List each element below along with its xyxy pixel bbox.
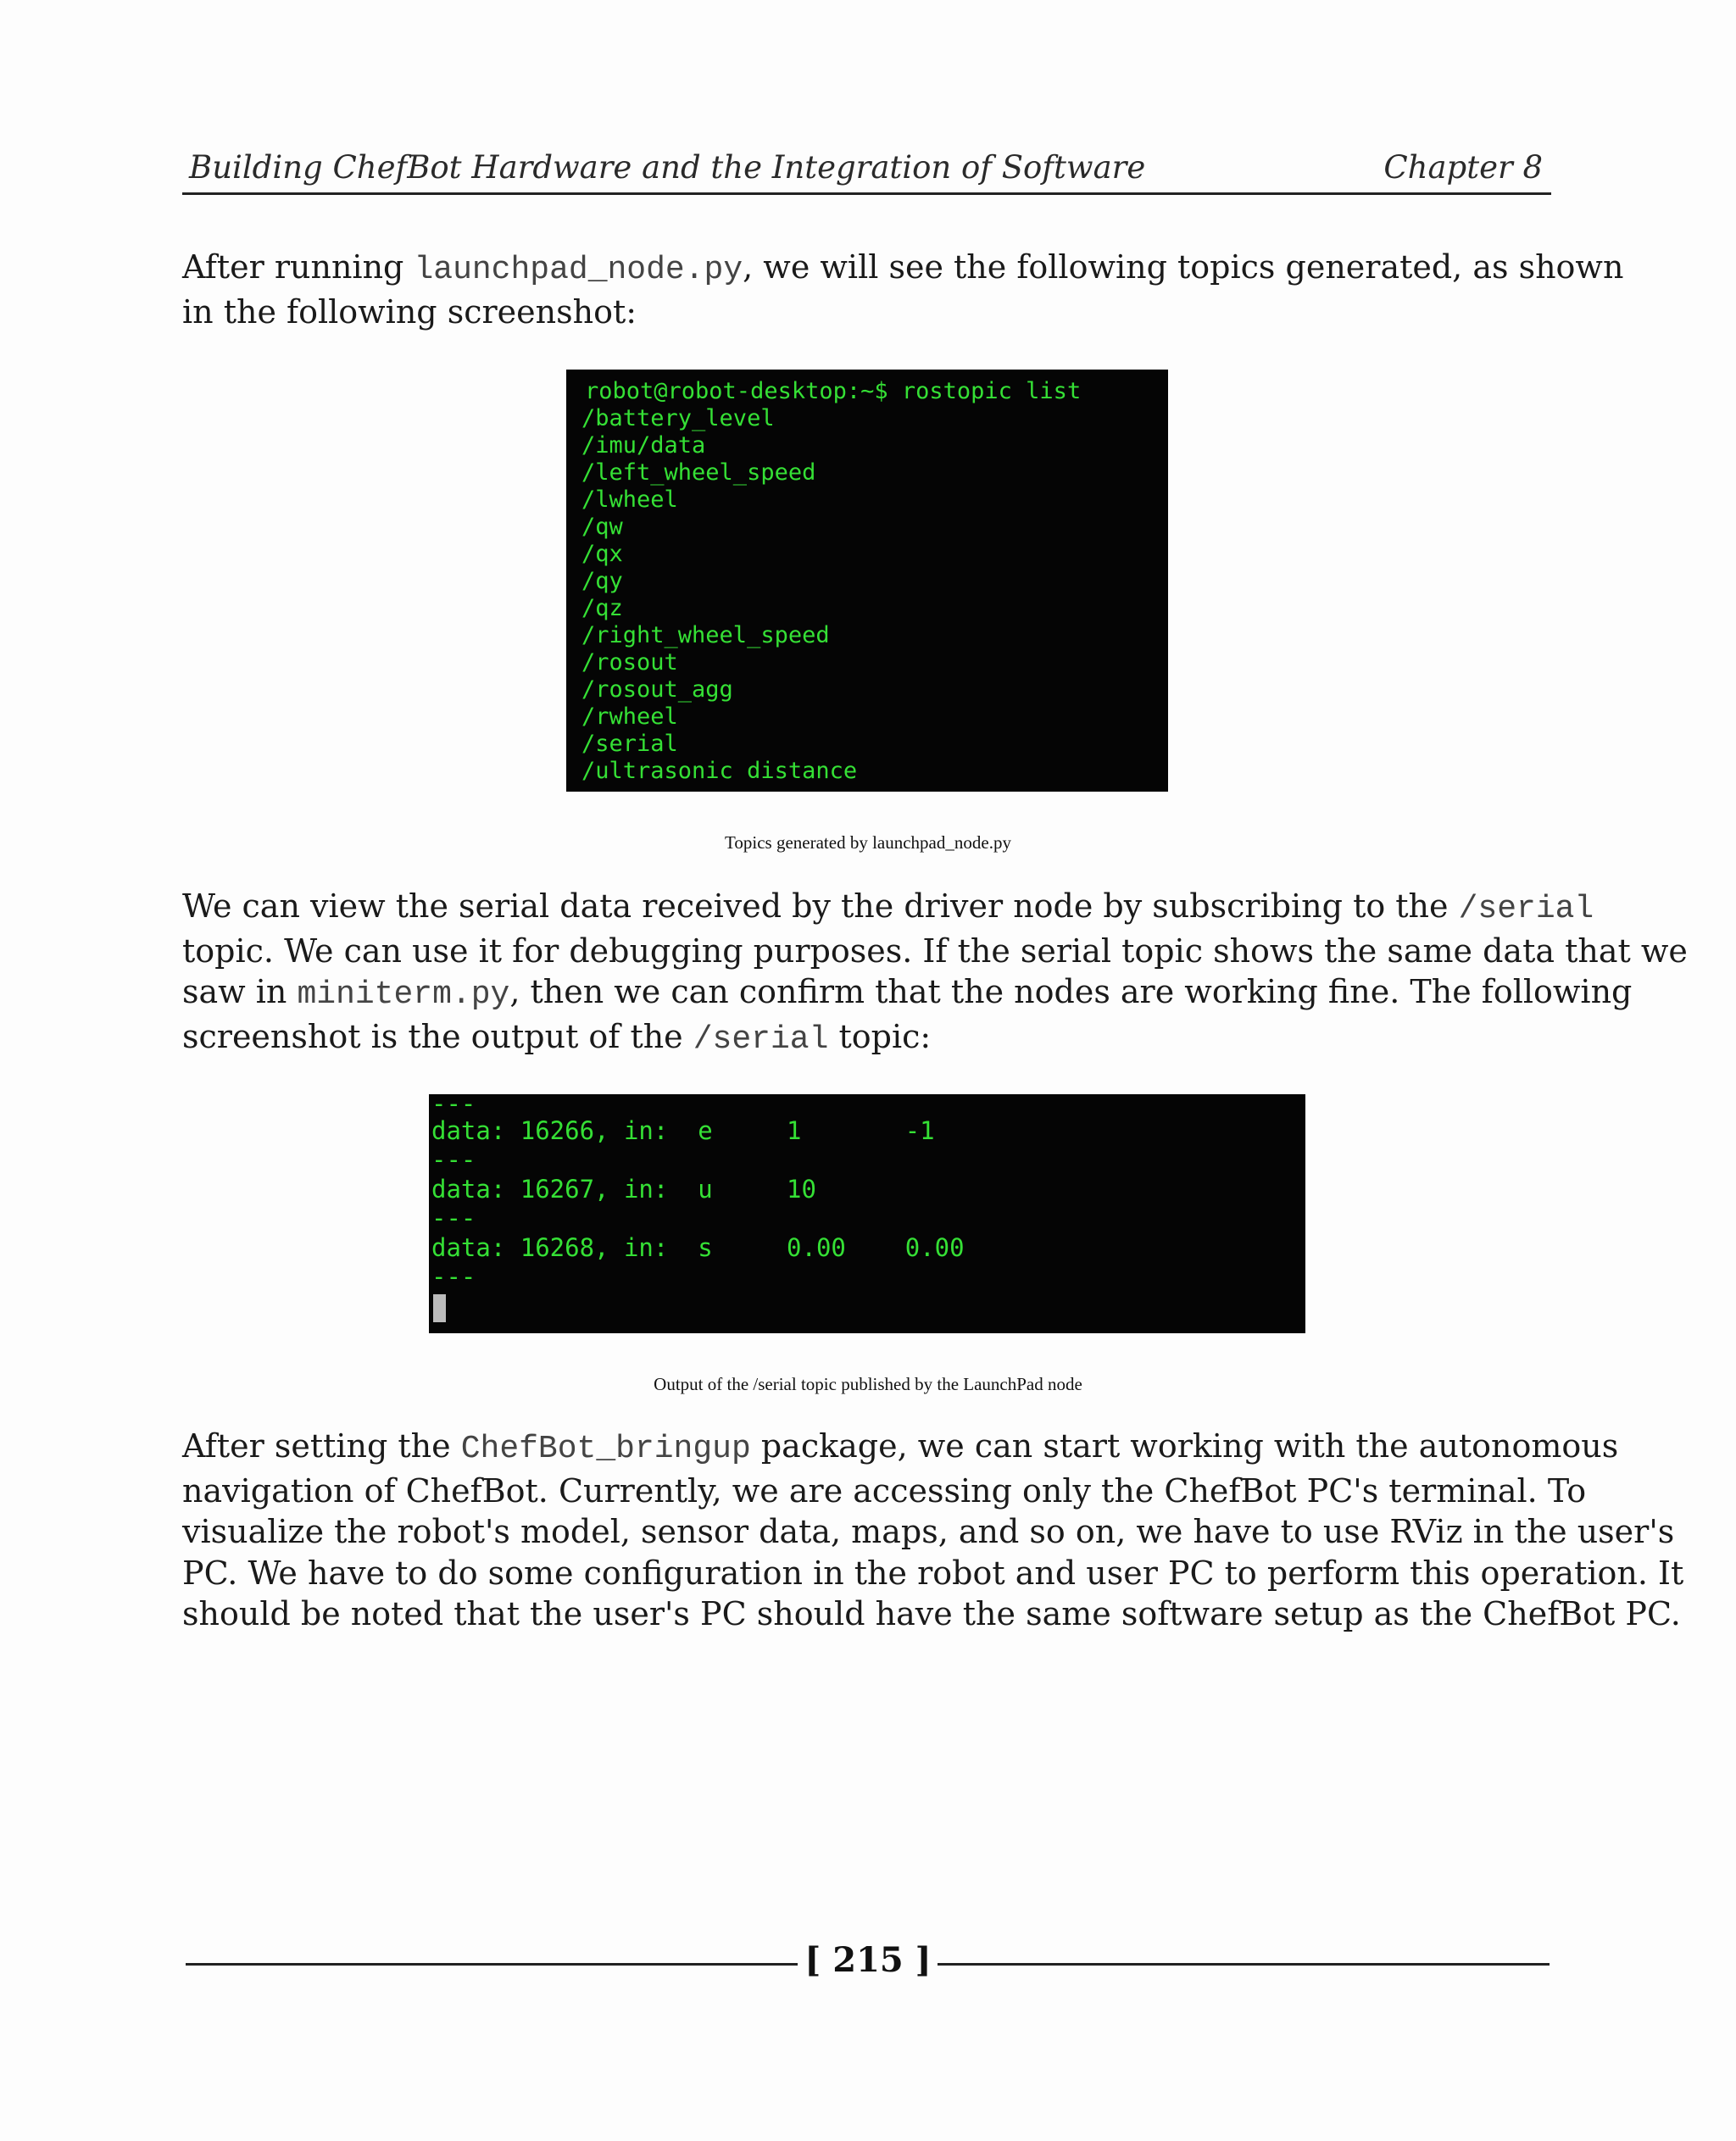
chapter-label: Chapter 8 <box>1383 149 1543 186</box>
text: topic. We can use it for debugging purposes. If the serial topic shows the same data that we <box>182 931 1688 970</box>
text: topic: <box>828 1017 932 1055</box>
paragraph-serial <box>182 886 1688 1060</box>
text: , then we can confirm that the nodes are working fine. The following <box>509 973 1633 1010</box>
footer-rule-right <box>938 1963 1550 1966</box>
text: After setting the <box>182 1427 461 1465</box>
running-header <box>182 140 1551 195</box>
terminal-line: /rwheel <box>581 703 678 730</box>
text: package, we can start working with the autonomous <box>750 1427 1619 1465</box>
terminal-prompt: robot@robot-desktop:~$ rostopic list <box>585 378 1082 404</box>
terminal-line: /qy <box>581 568 623 594</box>
terminal-screenshot-topics <box>566 370 1168 792</box>
text: screenshot is the output of the <box>182 1017 693 1055</box>
terminal-separator: --- <box>431 1204 476 1232</box>
text: should be noted that the user's PC should have the same software setup as the ChefBot PC. <box>182 1595 1681 1632</box>
inline-code: miniterm.py <box>297 976 510 1013</box>
terminal-line: /right_wheel_speed <box>581 622 830 648</box>
terminal-line: data: 16266, in: e 1 -1 <box>431 1116 935 1145</box>
inline-code: launchpad_node.py <box>414 252 743 288</box>
terminal-line: /rosout_agg <box>581 676 733 703</box>
inline-code: ChefBot_bringup <box>460 1431 751 1467</box>
terminal-screenshot-serial <box>429 1089 1305 1333</box>
terminal-line: /lwheel <box>581 487 678 513</box>
text: PC. We have to do some configuration in the robot and user PC to perform this operation. It <box>182 1554 1684 1592</box>
paragraph-bringup <box>182 1426 1684 1635</box>
terminal-separator: --- <box>431 1089 476 1118</box>
terminal-cursor <box>433 1294 446 1322</box>
terminal-line: /qx <box>581 541 623 567</box>
terminal-line: /rosout <box>581 649 678 676</box>
page-number: [ 215 ] <box>804 1940 932 1980</box>
terminal-line: data: 16267, in: u 10 <box>431 1175 816 1204</box>
terminal-line: data: 16268, in: s 0.00 0.00 <box>431 1233 965 1262</box>
terminal-line: /left_wheel_speed <box>581 459 816 486</box>
inline-code: /serial <box>693 1020 829 1058</box>
text: , we will see the following topics generated, as shown <box>743 248 1624 286</box>
terminal-line: /ultrasonic distance <box>581 758 858 784</box>
terminal-separator: --- <box>431 1262 476 1291</box>
figure-caption: Output of the /serial topic published by the LaunchPad node <box>654 1374 1082 1394</box>
book-title: Building ChefBot Hardware and the Integration of Software <box>189 149 1146 186</box>
terminal-line: /serial <box>581 731 678 757</box>
terminal-line: /battery_level <box>581 405 775 431</box>
text: in the following screenshot: <box>182 292 637 331</box>
inline-code: /serial <box>1458 891 1594 927</box>
text: We can view the serial data received by the driver node by subscribing to the <box>182 887 1459 925</box>
terminal-line: /qz <box>581 595 623 621</box>
text: saw in <box>182 973 298 1010</box>
terminal-line: /imu/data <box>581 432 706 459</box>
terminal-line: /qw <box>581 514 623 540</box>
text: navigation of ChefBot. Currently, we are accessing only the ChefBot PC's terminal. To <box>182 1471 1587 1510</box>
paragraph-intro <box>182 247 1624 332</box>
figure-caption: Topics generated by launchpad_node.py <box>725 832 1011 853</box>
terminal-separator: --- <box>431 1145 476 1174</box>
text: After running <box>182 248 415 286</box>
text: visualize the robot's model, sensor data, maps, and so on, we have to use RViz in the user's <box>182 1513 1675 1550</box>
